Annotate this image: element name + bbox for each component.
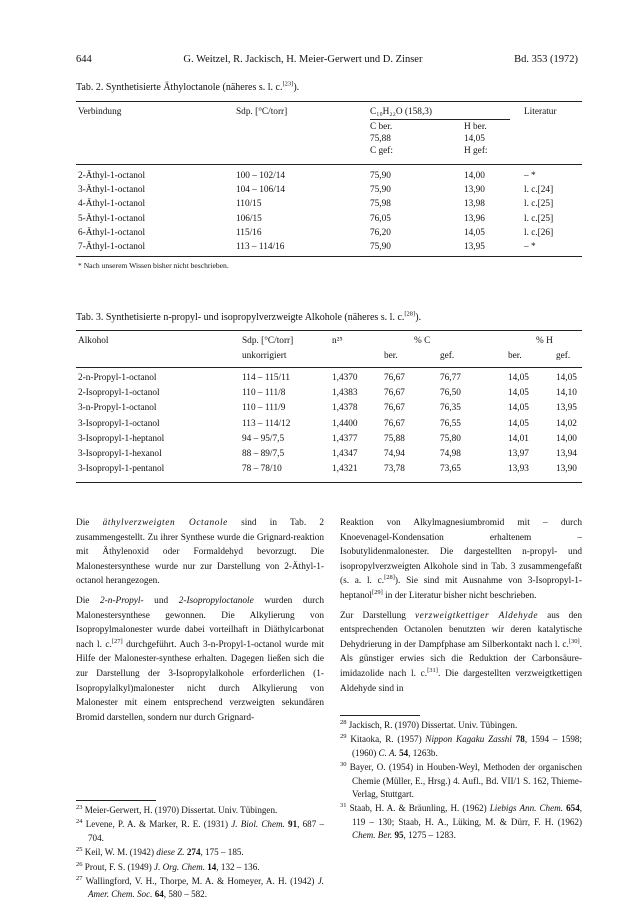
hydrogen-found: 13,98 (464, 199, 485, 210)
table2-header (76, 104, 582, 170)
carbon-calc: 75,88 (384, 433, 405, 444)
carbon-found: 76,05 (370, 213, 391, 224)
refractive-index: 1,4377 (332, 433, 358, 444)
right-footnotes (340, 719, 582, 844)
carbon-found: 75,80 (440, 433, 461, 444)
carbon-found: 76,55 (440, 418, 461, 429)
carbon-found: 76,20 (370, 227, 391, 238)
carbon-found: 75,90 (370, 171, 391, 181)
table3-col-alcohol: Alkohol (78, 336, 109, 346)
compound-name: 3-Äthyl-1-octanol (78, 185, 146, 196)
page-number: 644 (76, 54, 92, 65)
literature-ref: – * (524, 171, 536, 181)
compound-name: 2-Äthyl-1-octanol (78, 171, 146, 181)
table2-header-rule (76, 164, 582, 165)
footnote-30: $^{30}$ Bayer, O. (1954) in Houben-Weyl, Methoden der organischen Chemie (Müller, E., Hrsg.) 4. Aufl., Bd. VII/1 S. 162, Thieme-Verlag, Stuttgart. (340, 761, 582, 800)
boiling-point: 115/16 (236, 227, 262, 238)
table3-row (76, 401, 582, 416)
literature-ref: l. c.[25] (524, 199, 554, 210)
hydrogen-found: 13,94 (556, 448, 577, 459)
footnote-26: $^{26}$ Prout, F. S. (1949) J. Org. Chem. 14, 132 – 136. (76, 860, 260, 872)
carbon-found: 75,98 (370, 199, 391, 210)
literature-ref: – * (524, 241, 536, 252)
boiling-point: 110 – 111/9 (242, 403, 286, 414)
hydrogen-found: 13,90 (556, 464, 577, 475)
literature-ref: l. c.[24] (524, 185, 554, 196)
carbon-found: 76,35 (440, 403, 461, 414)
table3-col-ph: % H (536, 336, 553, 346)
literature-ref: l. c.[26] (524, 227, 554, 238)
table2-top-rule (76, 101, 582, 102)
left-footnote-rule (76, 800, 156, 801)
refractive-index: 1,4321 (332, 464, 358, 475)
carbon-calc: 76,67 (384, 403, 405, 414)
hydrogen-found: 14,10 (556, 388, 577, 399)
table3-h-ber: ber. (508, 351, 522, 361)
boiling-point: 88 – 89/7,5 (242, 448, 285, 459)
table3-row (76, 386, 582, 401)
table3-header-rule (76, 367, 582, 368)
table3-row (76, 371, 582, 386)
compound-name: 4-Äthyl-1-octanol (78, 199, 146, 210)
alcohol-name: 3-n-Propyl-1-octanol (78, 403, 157, 414)
carbon-found: 75,90 (370, 185, 391, 196)
table3-caption (76, 312, 421, 323)
table2-row (76, 169, 582, 183)
table2-c-calc-val: 75,88 (370, 134, 391, 144)
table3-row (76, 417, 582, 432)
carbon-found: 74,98 (440, 448, 461, 459)
footnote-24: $^{24}$ Levene, P. A. & Marker, R. E. (1931) J. Biol. Chem. 91, 687 – 704. (76, 818, 324, 843)
alcohol-name: 3-Isopropyl-1-octanol (78, 418, 160, 429)
table3-caption-ref: [28] (404, 310, 416, 318)
hydrogen-found: 14,00 (464, 171, 485, 181)
boiling-point: 110 – 111/8 (242, 388, 286, 399)
carbon-calc: 73,78 (384, 464, 405, 475)
table3-row (76, 447, 582, 462)
hydrogen-found: 13,96 (464, 213, 485, 224)
alcohol-name: 3-Isopropyl-1-pentanol (78, 464, 165, 475)
footnote-31: $^{31}$ Staab, H. A. & Bräunling, H. (1962) Liebigs Ann. Chem. 654, 119 – 130; Staab, H. A., Lüking, M. & Dürr, F. H. (1962) Chem. Ber. 95, 1275 – 1283. (340, 802, 583, 841)
alcohol-name: 3-Isopropyl-1-heptanol (78, 433, 165, 444)
left-paragraph-2: Die 2-n-Propyl- und 2-Isopropyloctanole wurden durch Malonestersynthese gewonnen. Die Alkylierung von Isopropylmalonester wurde dabei vorteilhaft in Diäthylcarbonat nach l. c.[27] durchgeführt. Auch 3-n-Propyl-1-octanol wurde mit Hilfe der Malonester-synthese erhalten. Dagegen ließen sich die zur Darstellung der 3-Isopropylalkohole erforderlichen (1-Isopropylalkyl)malonester nicht durch Alkylierung von Malonester mit einem entsprechend verzweigten sekundären Bromid darstellen, sondern nur durch Grignard- (76, 595, 325, 723)
boiling-point: 100 – 102/14 (236, 171, 286, 181)
footnote-28: $^{28}$ Jackisch, R. (1970) Dissertat. Univ. Tübingen. (340, 718, 518, 730)
boiling-point: 113 – 114/16 (236, 241, 285, 252)
hydrogen-found: 13,90 (464, 185, 485, 196)
table3-c-ber: ber. (384, 351, 398, 361)
table3-c-gef: gef. (440, 351, 455, 361)
right-paragraph-1: Reaktion von Alkylmagnesiumbromid mit – durch Knoevenagel-Kondensation erhaltenem – Isobutylidenmalonester. Die dargestellten n-propyl- und isopropylverzweigten Alkohole sind in Tab. 3 zusammengefaßt (s. a. l. c.[28]). Sie sind mit Ausnahme von 3-Isopropyl-1-heptanol[29] in der Literatur bisher nicht beschrieben. (340, 518, 582, 601)
table2-col-formula: C₁₀H₂₂O (158,3) (370, 107, 433, 117)
refractive-index: 1,4370 (332, 373, 358, 383)
header-authors: G. Weitzel, R. Jackisch, H. Meier-Gerwert und D. Zinser (183, 54, 423, 65)
refractive-index: 1,4378 (332, 403, 358, 414)
compound-name: 5-Äthyl-1-octanol (78, 213, 146, 224)
table3-col-bp: Sdp. [°C/torr] (242, 336, 294, 346)
alcohol-name: 2-Isopropyl-1-octanol (78, 388, 160, 399)
refractive-index: 1,4383 (332, 388, 358, 399)
table3-bottom-rule (76, 482, 582, 483)
alcohol-name: 2-n-Propyl-1-octanol (78, 373, 157, 383)
hydrogen-calc: 14,05 (508, 403, 529, 414)
hydrogen-found: 13,95 (556, 403, 577, 414)
left-paragraph-1: Die äthylverzweigten Octanole sind in Tab. 2 zusammengestellt. Zu ihrer Synthese wurde die Grignard-reaktion mit Äthylenoxid oder Formaldehyd bevorzugt. Die Malonestersynthese wurde nur zur Darstellung von 2-Äthyl-1-octanol herangezogen. (76, 518, 324, 587)
table2-c-calc: C ber. (370, 122, 393, 132)
carbon-found: 73,65 (440, 464, 461, 475)
table3-row (76, 462, 582, 477)
hydrogen-found: 14,02 (556, 418, 577, 429)
table3-body (76, 371, 582, 477)
hydrogen-calc: 14,01 (508, 433, 529, 444)
footnote-23: $^{23}$ Meier-Gerwert, H. (1970) Dissertat. Univ. Tübingen. (76, 803, 278, 815)
table2-row (76, 240, 582, 254)
table2-row (76, 183, 582, 197)
boiling-point: 113 – 114/12 (242, 418, 291, 429)
boiling-point: 106/15 (236, 213, 262, 224)
footnote-29: $^{29}$ Kitaoka, R. (1957) Nippon Kagaku Zasshi 78, 1594 – 1598; (1960) C. A. 54, 1263b. (340, 733, 582, 758)
table2-caption-text: Tab. 2. Synthetisierte Äthyloctanole (näheres s. l. c. (76, 82, 283, 93)
table3-caption-end: ). (415, 312, 422, 323)
boiling-point: 110/15 (236, 199, 262, 210)
carbon-calc: 76,67 (384, 373, 405, 383)
table2-col-bp: Sdp. [°C/torr] (236, 107, 288, 117)
right-footnote-rule (340, 715, 420, 716)
left-column (76, 516, 324, 730)
boiling-point: 94 – 95/7,5 (242, 433, 285, 444)
hydrogen-calc: 13,97 (508, 448, 529, 459)
table2-footnote: * Nach unserem Wissen bisher nicht beschrieben. (78, 261, 229, 270)
table2-row (76, 197, 582, 211)
table2-caption-end: ). (293, 82, 300, 93)
compound-name: 6-Äthyl-1-octanol (78, 227, 146, 238)
hydrogen-found: 14,00 (556, 433, 577, 444)
table2-h-found: H gef: (464, 146, 488, 156)
carbon-calc: 76,67 (384, 388, 405, 399)
boiling-point: 78 – 78/10 (242, 464, 282, 475)
table2-h-calc: H ber. (464, 122, 487, 132)
hydrogen-found: 13,95 (464, 241, 485, 252)
refractive-index: 1,4400 (332, 418, 358, 429)
table2-bottom-rule (76, 256, 582, 257)
table2-body (76, 169, 582, 254)
hydrogen-calc: 13,93 (508, 464, 529, 475)
running-header (76, 54, 578, 65)
table3-h-gef: gef. (556, 351, 571, 361)
left-footnotes (76, 804, 324, 903)
table3-col-bp-sub: unkorrigiert (242, 351, 287, 361)
table2-formula-rule (370, 119, 510, 120)
header-volume: Bd. 353 (1972) (514, 54, 578, 65)
table3-caption-text: Tab. 3. Synthetisierte n-propyl- und isopropylverzweigte Alkohole (näheres s. l. c. (76, 312, 405, 323)
boiling-point: 114 – 115/11 (242, 373, 291, 383)
refractive-index: 1,4347 (332, 448, 358, 459)
table2-h-calc-val: 14,05 (464, 134, 485, 144)
hydrogen-calc: 14,05 (508, 418, 529, 429)
table3-top-rule (76, 330, 582, 331)
hydrogen-calc: 14,05 (508, 388, 529, 399)
table2-caption (76, 82, 299, 93)
table3-col-n: n²⁵ (332, 336, 343, 346)
table2-caption-ref: [23] (282, 80, 294, 88)
table2-col-compound: Verbindung (78, 107, 122, 117)
right-column (340, 516, 582, 701)
literature-ref: l. c.[25] (524, 213, 554, 224)
carbon-found: 76,77 (440, 373, 461, 383)
carbon-found: 76,50 (440, 388, 461, 399)
footnote-27: $^{27}$ Wallingford, V. H., Thorpe, M. A. & Homeyer, A. H. (1942) J. Amer. Chem. Soc. 64, 580 – 582. (76, 875, 324, 900)
compound-name: 7-Äthyl-1-octanol (78, 241, 146, 252)
table2-c-found: C gef: (370, 146, 393, 156)
carbon-calc: 74,94 (384, 448, 405, 459)
right-paragraph-2: Zur Darstellung verzweigtkettiger Aldehyde aus den entsprechenden Octanolen benutzten wir deren katalytische Dehydrierung in der Dampfphase am Silberkontakt nach l. c.[30]. Als günstiger erwies sich die Reduktion der Carbonsäure-imidazolide nach l. c.[31]. Die dargestellten verzweigtkettigen Aldehyde sind in (340, 610, 582, 694)
hydrogen-found: 14,05 (464, 227, 485, 238)
table2-row (76, 226, 582, 240)
table3-row (76, 432, 582, 447)
table2-row (76, 212, 582, 226)
table3-col-pc: % C (414, 336, 431, 346)
table3-header (76, 332, 582, 366)
boiling-point: 104 – 106/14 (236, 185, 286, 196)
table2-col-lit: Literatur (524, 107, 557, 117)
carbon-found: 75,90 (370, 241, 391, 252)
footnote-25: $^{25}$ Keil, W. M. (1942) diese Z. 274, 175 – 185. (76, 846, 244, 858)
carbon-calc: 76,67 (384, 418, 405, 429)
hydrogen-found: 14,05 (556, 373, 577, 383)
hydrogen-calc: 14,05 (508, 373, 529, 383)
alcohol-name: 3-Isopropyl-1-hexanol (78, 448, 162, 459)
